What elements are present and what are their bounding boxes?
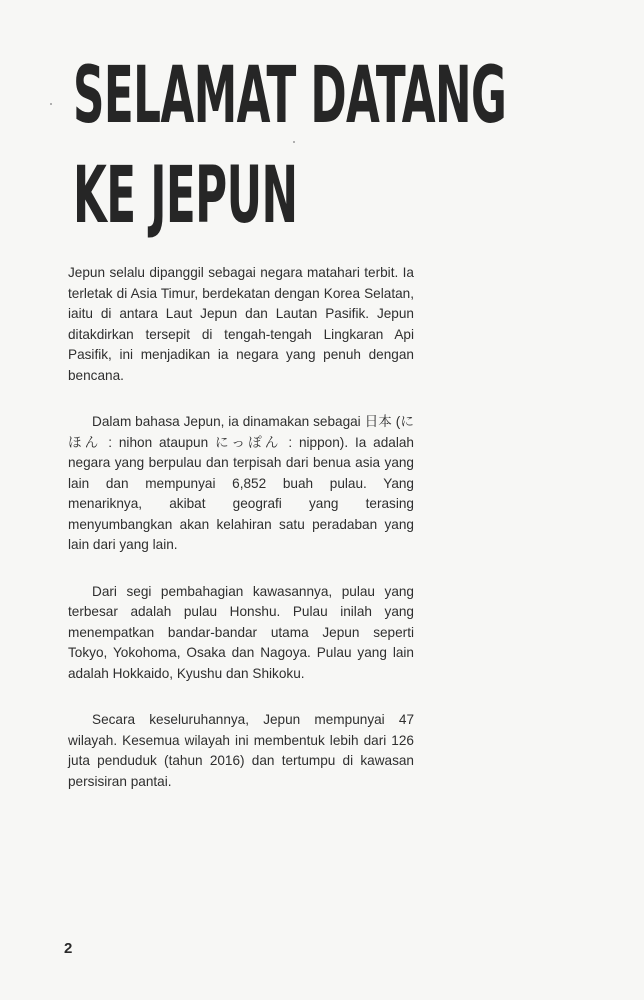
paragraph-population: Secara keseluruhannya, Jepun mempunyai 47 wilayah. Kesemua wilayah ini membentuk lebih dari 126 juta penduduk (tahun 2016) dan tertumpu di kawasan persisiran pantai. bbox=[68, 712, 414, 789]
page-number: 2 bbox=[64, 940, 73, 957]
scan-speck bbox=[50, 103, 52, 105]
title-line-2: KE JEPUN bbox=[73, 151, 298, 241]
paragraph-intro: Jepun selalu dipanggil sebagai negara matahari terbit. Ia terletak di Asia Timur, berdekatan dengan Korea Selatan, iaitu di antara Laut Jepun dan Lautan Pasifik. Jepun ditakdirkan tersepit di tengah-tengah Lingkaran Api Pasifik, ini menjadikan ia negara yang penuh dengan bencana. bbox=[68, 265, 414, 383]
page-title bbox=[73, 46, 506, 246]
scan-speck bbox=[293, 141, 295, 143]
paragraph-name: Dalam bahasa Jepun, ia dinamakan sebagai 日本 (にほん : nihon ataupun にっぽん : nippon). Ia adalah negara yang berpulau dan terpisah dari benua asia yang lain dan mempunyai 6,852 buah pulau. Yang menariknya, akibat geografi yang terasing menyumbangkan akan kelahiran satu peradaban yang lain dari yang lain. bbox=[68, 414, 414, 552]
body-text bbox=[68, 263, 414, 818]
title-line-1: SELAMAT DATANG bbox=[73, 51, 507, 141]
paragraph-regions: Dari segi pembahagian kawasannya, pulau yang terbesar adalah pulau Honshu. Pulau inilah yang menempatkan bandar-bandar utama Jepun seperti Tokyo, Yokohoma, Osaka dan Nagoya. Pulau yang lain adalah Hokkaido, Kyushu dan Shikoku. bbox=[68, 583, 414, 681]
